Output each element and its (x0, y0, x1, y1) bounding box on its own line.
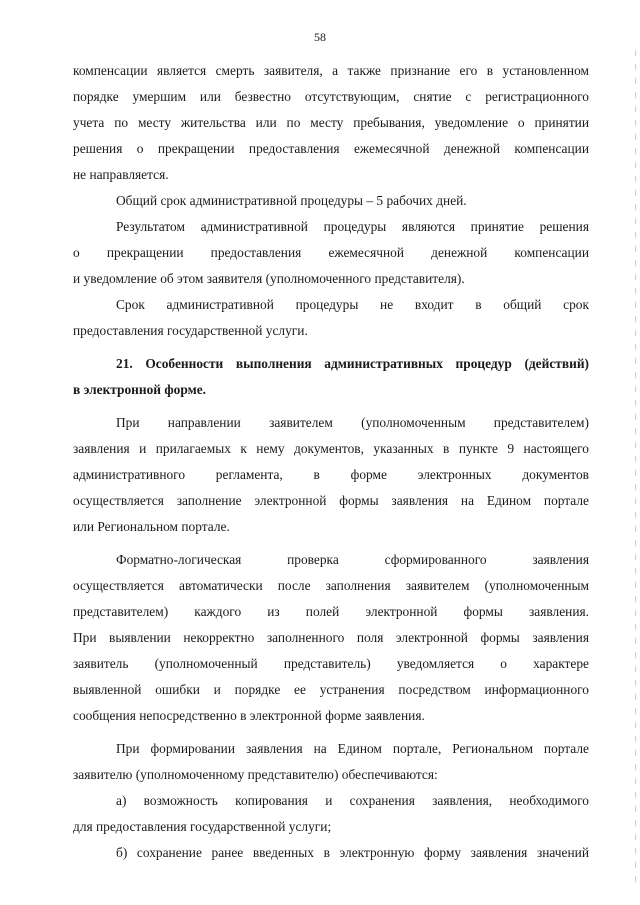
text-line: представителем) каждого из полей электронной формы заявления. (73, 604, 589, 619)
page-number: 58 (314, 30, 326, 44)
text-line: заявления и прилагаемых к нему документов, указанных в пункте 9 настоящего (73, 441, 589, 456)
text-line: а) возможность копирования и сохранения заявления, необходимого (116, 793, 589, 808)
text-line: заявителю (уполномоченному представителю) обеспечиваются: (73, 767, 438, 782)
text-line: предоставления государственной услуги. (73, 323, 308, 338)
text-line: Общий срок административной процедуры – 5 рабочих дней. (116, 193, 467, 208)
text-line: для предоставления государственной услуги; (73, 819, 332, 834)
text-line: б) сохранение ранее введенных в электронную форму заявления значений (116, 845, 589, 860)
text-line: учета по месту жительства или по месту пребывания, уведомление о принятии (73, 115, 589, 130)
text-line: компенсации является смерть заявителя, а также признание его в установленном (73, 63, 589, 78)
section-heading-line: в электронной форме. (73, 382, 206, 397)
text-line: Результатом административной процедуры являются принятие решения (116, 219, 589, 234)
text-line: Форматно-логическая проверка сформированного заявления (116, 552, 589, 567)
text-line: или Региональном портале. (73, 519, 230, 534)
text-line: осуществляется заполнение электронной формы заявления на Едином портале (73, 493, 589, 508)
text-line: сообщения непосредственно в электронной форме заявления. (73, 708, 425, 723)
text-line: заявитель (уполномоченный представитель) уведомляется о характере (73, 656, 589, 671)
text-line: административного регламента, в форме электронных документов (73, 467, 589, 482)
text-line: о прекращении предоставления ежемесячной денежной компенсации (73, 245, 589, 260)
text-line: не направляется. (73, 167, 169, 182)
scan-edge-mark (635, 50, 636, 890)
text-line: порядке умершим или безвестно отсутствующим, снятие с регистрационного (73, 89, 589, 104)
text-line: При направлении заявителем (уполномоченным представителем) (116, 415, 589, 430)
text-line: При выявлении некорректно заполненного поля электронной формы заявления (73, 630, 589, 645)
text-line: решения о прекращении предоставления ежемесячной денежной компенсации (73, 141, 589, 156)
text-line: Срок административной процедуры не входит в общий срок (116, 297, 589, 312)
document-body (73, 58, 589, 866)
text-line: осуществляется автоматически после заполнения заявителем (уполномоченным (73, 578, 589, 593)
text-line: При формировании заявления на Едином портале, Региональном портале (116, 741, 589, 756)
section-heading-line: 21. Особенности выполнения административных процедур (действий) (116, 356, 589, 371)
text-line: и уведомление об этом заявителя (уполномоченного представителя). (73, 271, 465, 286)
text-line: выявленной ошибки и порядке ее устранения посредством информационного (73, 682, 589, 697)
